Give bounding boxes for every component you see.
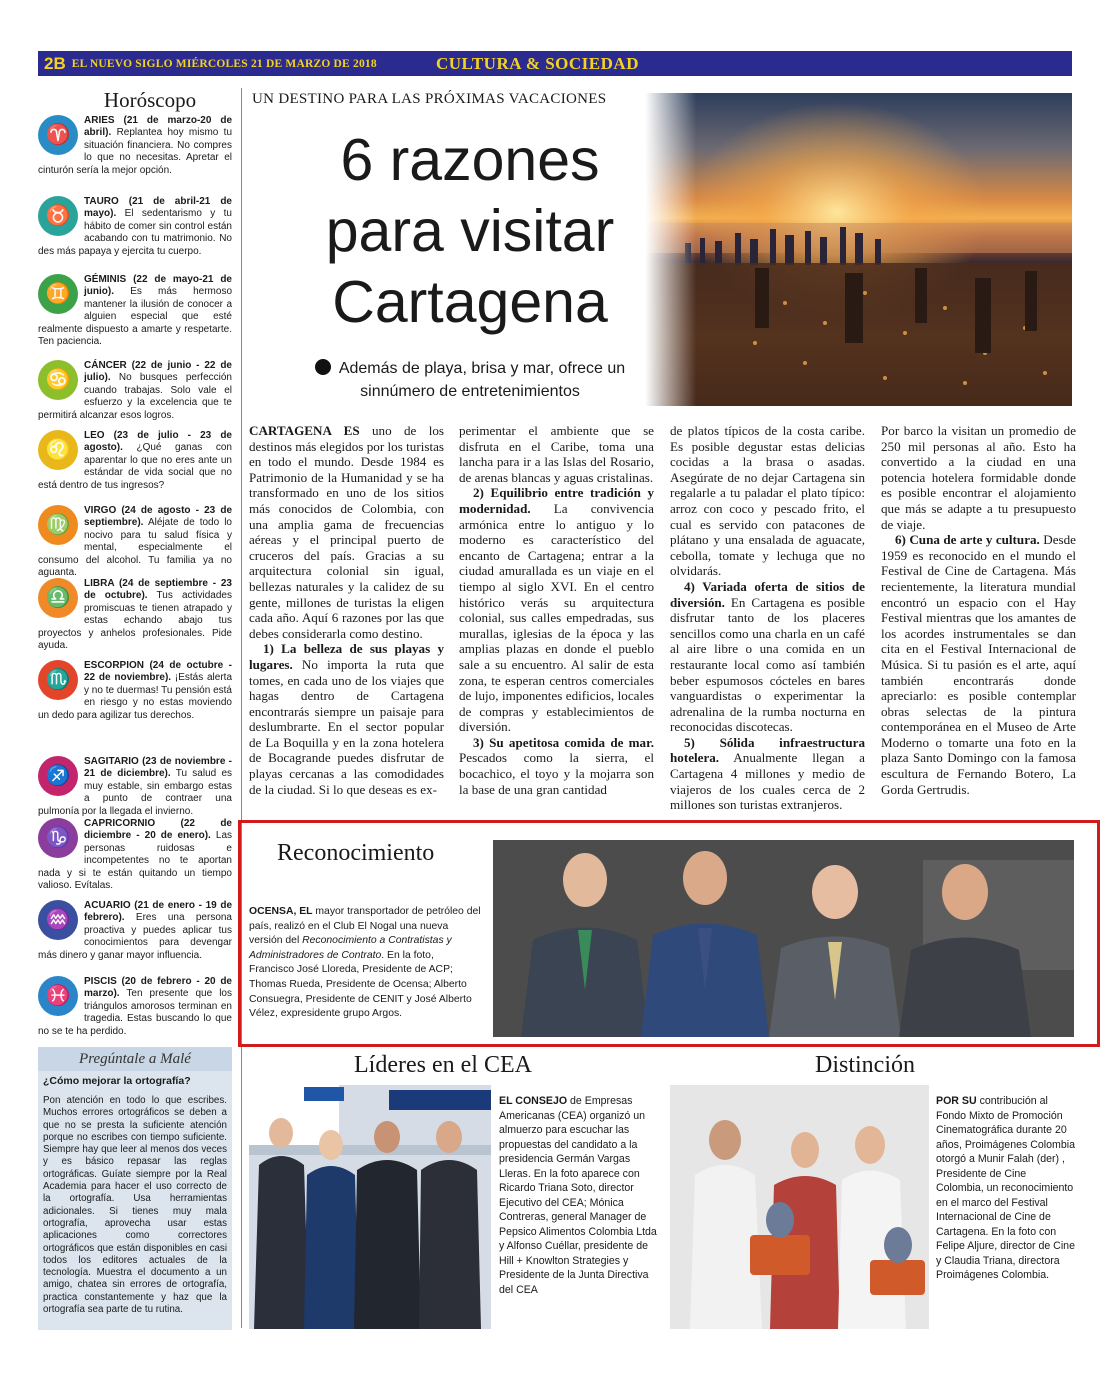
sign-name: ACUARIO (21 de enero - 19 de febrero).	[84, 900, 232, 924]
article-column-3	[670, 423, 865, 813]
horoscope-sign	[38, 430, 232, 492]
ask-male-box	[38, 1047, 232, 1330]
sign-text: No busques perfección cuando trabajas. Solo vale el esfuerzo y la excelencia que te permitirá alcanzar esos logros.	[38, 372, 232, 421]
reason-2-title: 2) Equilibrio entre tradición y modernidad.	[459, 485, 654, 516]
reason-3-text: Pescados como la sierra, el bocachico, el toyo y la mojarra son la base de una gran cantidad	[459, 750, 654, 797]
ask-male-title: Pregúntale a Malé	[38, 1047, 232, 1071]
leo-icon: ♌	[38, 430, 78, 470]
horoscope-sign	[38, 756, 232, 818]
horoscope-title: Horóscopo	[103, 88, 197, 112]
reason-3-title: 3) Su apetitosa comida de mar.	[473, 734, 654, 750]
horoscope-sign	[38, 660, 232, 722]
sign-name: CAPRICORNIO (22 de diciembre - 20 de enero).	[84, 818, 232, 842]
reason-2-text: La convivencia armónica entre lo antiguo y lo moderno es característico del encanto de Cartagena; entrar a la ciudad amurallada es un viaje en el tiempo al siglo XVI. En el centro histórico verás su arquitectura colonial, sus calles empedradas, sus murallas, iglesias de la época y las amplias plazas en donde el pueblo sale a su encuentro. Al salir de esta zona, te esperan centros comerciales de lujo, imponentes edificios, locales de compras y establecimientos de diversión.	[459, 500, 654, 735]
sign-text: Replantea hoy mismo tu situación financiera. No compres lo que no necesitas. Apretar el cinturón sería la mejor opción.	[38, 127, 232, 176]
article-kicker: UN DESTINO PARA LAS PRÓXIMAS VACACIONES	[252, 91, 607, 107]
recognition-title: Reconocimiento	[277, 840, 435, 866]
sign-name: VIRGO (24 de agosto - 23 de septiembre).	[84, 505, 232, 529]
cancer-icon: ♋	[38, 360, 78, 400]
sign-name: SAGITARIO (23 de noviembre - 21 de diciembre).	[84, 756, 232, 780]
article-column-1	[249, 423, 444, 797]
cartagena-skyline-photo	[645, 93, 1072, 406]
aquarius-icon: ♒	[38, 900, 78, 940]
horoscope-sign	[38, 274, 232, 348]
taurus-icon: ♉	[38, 196, 78, 236]
sign-text: Es más hermoso mantener la ilusión de conocer a alguien especial que esté realmente dispuesto a amarte y respetarte. Ten paciencia.	[38, 286, 233, 348]
recognition-box	[238, 820, 1100, 1047]
sign-name: GÉMINIS (22 de mayo-21 de junio).	[84, 274, 232, 298]
section-title: CULTURA & SOCIEDAD	[436, 53, 639, 73]
scorpio-icon: ♏	[38, 660, 78, 700]
gemini-icon: ♊	[38, 274, 78, 314]
reason-1-text: No importa la ruta que tomes, en cada uno de los viajes que hagas dentro de Cartagena encontrarás siempre un paisaje para deslumbrarte. En el sector popular de La Boquilla y en la zona hotelera de Bocagrande puedes disfrutar de playas cercanas a las comodidades de la ciudad. Si lo que deseas es ex-	[249, 656, 444, 797]
leaders-caption	[499, 1094, 659, 1297]
sign-name: TAURO (21 de abril-21 de mayo).	[84, 196, 232, 220]
sign-name: CÁNCER (22 de junio - 22 de julio).	[84, 360, 232, 384]
pisces-icon: ♓	[38, 976, 78, 1016]
leaders-title: Líderes en el CEA	[354, 1052, 532, 1078]
leaders-lead: EL CONSEJO	[499, 1095, 568, 1107]
sign-name: PISCIS (20 de febrero - 20 de marzo).	[84, 976, 232, 1000]
reason-5-title: 5) Sólida infraestructura hotelera.	[670, 734, 865, 766]
distinction-title: Distinción	[815, 1052, 915, 1078]
recognition-caption	[249, 905, 481, 1022]
reason-6-text: Desde 1959 es reconocido en el mundo el Festival de Cine de Cartagena. Más recientemente, la literatura mundial encontró un espacio con el Hay Festival mientras que los amantes de los acordes instrumentales se dan cita en el Festival Internacional de Música. Si tu pasión es el arte, aquí también encontrarás donde apreciarlo: es posible contemplar obras selectas de la pintura contemporánea en el Museo de Arte Moderno o tomarte una foto en la plaza Santo Domingo con la famosa escultura de Fernando Botero, La Gorda Gertrudis.	[881, 532, 1076, 797]
recognition-text-2: . En la foto, Francisco José Lloreda, Presidente de ACP; Thomas Rueda, Presidente de Ocensa; Alberto Consuegra, Presidente de CENIT y José Alberto Vélez, expresidente grupo Argos.	[249, 949, 472, 1020]
distinction-caption	[936, 1094, 1076, 1283]
capricorn-icon: ♑	[38, 818, 78, 858]
sign-text: ¿Qué ganas con aparentar lo que no eres ante un estándar de vida social que no está dentro de tus ingresos?	[38, 442, 232, 491]
horoscope-sign	[38, 976, 232, 1038]
sign-text: Eres una persona proactiva y puedes aplicar tus conocimientos para devengar más dinero y ganar mayor influencia.	[38, 912, 232, 961]
sign-text: Las personas ruidosas e incompetentes no te aportan nada y si te están quitando un tiempo valioso. Evítalas.	[38, 830, 233, 892]
sagittarius-icon: ♐	[38, 756, 78, 796]
ask-male-question: ¿Cómo mejorar la ortografía?	[43, 1075, 191, 1087]
leaders-photo	[249, 1085, 491, 1329]
distinction-lead: POR SU	[936, 1095, 977, 1107]
article-intro: uno de los destinos más elegidos por los turistas en todo el mundo. Desde 1984 es Patrimonio de la Humanidad y se ha transformado en uno de los sitios más conocidos de Colombia, con una amplia gama de frecuencias aéreas y el principal puerto de cruceros del país. Gracias a su arquitectura colonial sin igual, bellezas naturales y la calidez de su gente, millones de turistas la eligen cada año. Aquí 6 razones por las que debes considerarla como destino.	[249, 423, 444, 641]
reason-4-title: 4) Variada oferta de sitios de diversión.	[670, 578, 865, 610]
article-column-4	[881, 423, 1076, 797]
headline-line-1: 6 razones	[340, 127, 600, 193]
ask-male-answer: Pon atención en todo lo que escribes. Muchos errores ortográficos se deben a que no se presta la suficiente atención porque no escribes con tiempo suficiente. Siempre hay que leer al menos dos veces y es básico repasar las reglas ortográficas. Guíate siempre por la Real Academia para hacer el uso correcto de la ortografía. Usa herramientas adicionales. Si tienes muy mala ortografía, aprovecha usar estas aplicaciones como correctores ortográficos que están disponibles en casi todos los editores actuales de la tecnología. Muestra el documento a un amigo, chatea sin errores de ortografía, practica constantemente y haz que la ortografía sea parte de tu rutina.	[43, 1095, 227, 1316]
column-3-text: de platos típicos de la costa caribe. Es posible degustar estas delicias cocidas a la brasa o asadas. Asegúrate de no dejar Cartagena sin regalarle a tu paladar el plato típico: arroz con coco y pescado frito, el cual es servido con patacones de plátano y una ensalada de aguacate, cebolla, tomate y lechuga que no olvidarás.	[670, 423, 865, 579]
reason-5-text: Anualmente llegan a Cartagena 4 millones y medio de viajeros de los cuales cerca de 2 millones son turistas extranjeros.	[670, 750, 865, 813]
deck-text: Además de playa, brisa y mar, ofrece un sinnúmero de entretenimientos	[338, 360, 626, 400]
sign-text: El sedentarismo y tu hábito de comer sin control están acabando con tu matrimonio. No des más papaya y ejercita tu cuerpo.	[38, 208, 232, 257]
horoscope-sign	[38, 578, 232, 652]
reason-1-title: 1) La belleza de sus playas y lugares.	[249, 641, 444, 672]
sign-text: Tu salud es muy estable, sin embargo estas a punto de contraer una pulmonía por la llegada el invierno.	[38, 768, 233, 817]
libra-icon: ♎	[38, 578, 78, 618]
column-divider	[241, 88, 242, 1328]
horoscope-sign	[38, 115, 232, 177]
section-header-bar	[38, 51, 1072, 76]
article-deck	[285, 357, 655, 403]
page-number: 2B	[44, 53, 66, 73]
headline-line-3: Cartagena	[332, 269, 608, 335]
horoscope-sign	[38, 900, 232, 962]
reason-4-text: En Cartagena es posible disfrutar tanto de los placeres sencillos como una charla en un café al aire libre o una comida en un restaurante local como así también beber espumosos cócteles en bares vanguardistas o experimentar la adrenalina de la rumba nocturna en reconocidas discotecas.	[670, 594, 865, 735]
sign-name: ESCORPION (24 de octubre - 22 de noviembre).	[84, 660, 232, 684]
sign-text: Tus actividades promiscuas te tienen atrapado y estas echando abajo tus proyectos y anhelos profesionales. Pide ayuda.	[38, 590, 232, 652]
publication-dateline: EL NUEVO SIGLO MIÉRCOLES 21 DE MARZO DE 2018	[71, 57, 377, 70]
article-lead: CARTAGENA ES	[249, 423, 360, 438]
sign-name: LIBRA (24 de septiembre - 23 de octubre).	[84, 578, 232, 602]
horoscope-sign	[38, 505, 232, 579]
sign-name: ARIES (21 de marzo-20 de abril).	[84, 115, 232, 139]
sign-name: LEO (23 de julio - 23 de agosto).	[84, 430, 232, 454]
column-2-text: perimentar el ambiente que se disfruta en el Caribe, toma una lancha para ir a las Islas del Rosario, de arenas blancas y aguas cristalinas.	[459, 423, 654, 485]
horoscope-column	[38, 88, 232, 1043]
column-4-text: Por barco la visitan un promedio de 250 mil personas al año. Esto ha convertido a la ciudad en una potencia hotelera formidable donde es posible encontrar el alojamiento que más se adapte a tu presupuesto de viaje.	[881, 423, 1076, 532]
recognition-text-1: mayor transportador de petróleo del país, realizó en el Club El Nogal una nueva versión del	[249, 906, 481, 947]
distinction-photo	[670, 1085, 929, 1329]
leaders-text: de Empresas Americanas (CEA) organizó un almuerzo para escuchar las propuestas del candidato a la presidencia Germán Vargas Lleras. En la foto aparece con Ricardo Triana Soto, director Ejecutivo del CEA; Mónica Contreras, general Manager de Pepsico Alimentos Colombia Ltda y Alfonso Cuéllar, presidente de Hill + Knowlton Strategies y Presidente de la Junta Directiva del CEA	[499, 1095, 657, 1296]
virgo-icon: ♍	[38, 505, 78, 545]
horoscope-sign	[38, 360, 232, 422]
bullet-icon	[315, 359, 331, 375]
horoscope-sign	[38, 818, 232, 892]
distinction-text: contribución al Fondo Mixto de Promoción Cinematográfica durante 20 años, Proimágenes Colombia otorgó a Munir Falah (der) , Presidente de Cine Colombia, un reconocimiento en el marco del Festival Internacional de Cine de Cartagena. En la foto con Felipe Aljure, director de Cine y Claudia Triana, directora Proimágenes Colombia.	[936, 1095, 1075, 1281]
recognition-photo	[493, 840, 1074, 1037]
headline-line-2: para visitar	[325, 198, 615, 264]
recognition-lead: OCENSA, EL	[249, 906, 313, 917]
sign-text: Aléjate de todo lo nocivo para tu salud física y mental, especialmente el consumo del alcohol. Tu familia ya no aguanta.	[38, 517, 232, 579]
recognition-italic: Reconocimiento a Contratistas y Administradores de Contrato	[249, 935, 452, 961]
article-column-2	[459, 423, 654, 797]
horoscope-sign	[38, 196, 232, 258]
article-headline	[280, 125, 660, 338]
sign-text: ¡Estás alerta y no te duermas! Tu pensión está en riesgo y no estas moviendo un dedo para agilizar tus derechos.	[38, 672, 233, 721]
sign-text: Ten presente que los triángulos amorosos terminan en tragedia. Estas buscando lo que no se te ha perdido.	[38, 988, 232, 1037]
aries-icon: ♈	[38, 115, 78, 155]
reason-6-title: 6) Cuna de arte y cultura.	[895, 532, 1040, 548]
